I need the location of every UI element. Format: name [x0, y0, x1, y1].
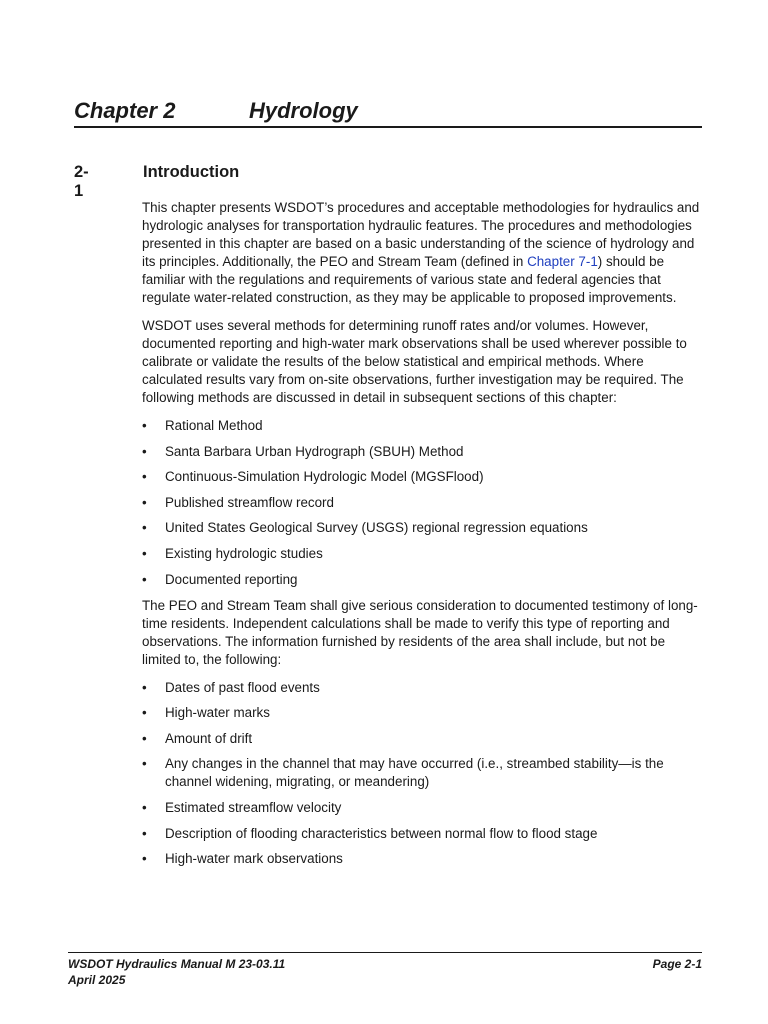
methods-paragraph: WSDOT uses several methods for determining runoff rates and/or volumes. However, documented reporting and high-water mark observations shall be used wherever possible to calibrate or validate the results of the below statistical and empirical methods. Where calculated results vary from on-site observations, further investigation may be required. The following methods are discussed in detail in subsequent sections of this chapter: — [142, 318, 687, 405]
list-item: • Existing hydrologic studies — [142, 545, 704, 563]
list-item: • Estimated streamflow velocity — [142, 799, 704, 817]
list-item: • Continuous-Simulation Hydrologic Model (MGSFlood) — [142, 468, 704, 486]
chapter-header — [74, 96, 702, 128]
footer-left — [68, 956, 285, 988]
footer-manual-title: WSDOT Hydraulics Manual M 23-03.11 — [68, 957, 286, 971]
list-item: • Rational Method — [142, 417, 704, 435]
intro-text-end: ) should be familiar with the regulations and requirements of various state and federal agencies that regulate water-related construction, as they may be applicable to proposed improvements. — [142, 254, 677, 305]
list-item: • Dates of past flood events — [142, 679, 704, 697]
chapter-7-1-link[interactable]: Chapter 7-1 — [527, 254, 598, 269]
footer-date: April 2025 — [68, 973, 126, 987]
intro-text-start: This chapter presents WSDOT’s procedures and acceptable methodologies for hydraulics and hydrologic analyses for transportation hydraulic features. The procedures and methodologies presented in this chapter are based on a basic understanding of the science of hydrology and its principles. Additionally, the PEO and Stream Team (defined in — [142, 200, 700, 269]
list-item: • Amount of drift — [142, 730, 704, 748]
list-item: • United States Geological Survey (USGS) regional regression equations — [142, 519, 704, 537]
methods-list — [142, 417, 704, 589]
list-item: • Documented reporting — [142, 571, 704, 589]
footer-page-number: Page 2-1 — [652, 957, 702, 971]
section-title: Introduction — [143, 163, 240, 181]
section-number: 2-1 — [74, 163, 89, 200]
list-item: • High-water mark observations — [142, 850, 704, 868]
chapter-title: Hydrology — [249, 98, 358, 123]
residents-paragraph: The PEO and Stream Team shall give serious consideration to documented testimony of long-time residents. Independent calculations shall be made to verify this type of reporting and observations. The information furnished by residents of the area shall include, but not be limited to, the following: — [142, 597, 698, 667]
resident-info-list — [142, 679, 704, 869]
list-item: • Santa Barbara Urban Hydrograph (SBUH) Method — [142, 443, 704, 461]
list-item: • Description of flooding characteristics between normal flow to flood stage — [142, 825, 704, 843]
section-body — [142, 199, 704, 876]
footer-divider — [68, 952, 702, 953]
list-item: • Published streamflow record — [142, 494, 704, 512]
list-item: • Any changes in the channel that may have occurred (i.e., streambed stability—is the channel widening, migrating, or meandering) — [142, 755, 704, 791]
chapter-number: Chapter 2 — [74, 98, 176, 123]
list-item: • High-water marks — [142, 704, 704, 722]
intro-paragraph — [142, 199, 704, 307]
